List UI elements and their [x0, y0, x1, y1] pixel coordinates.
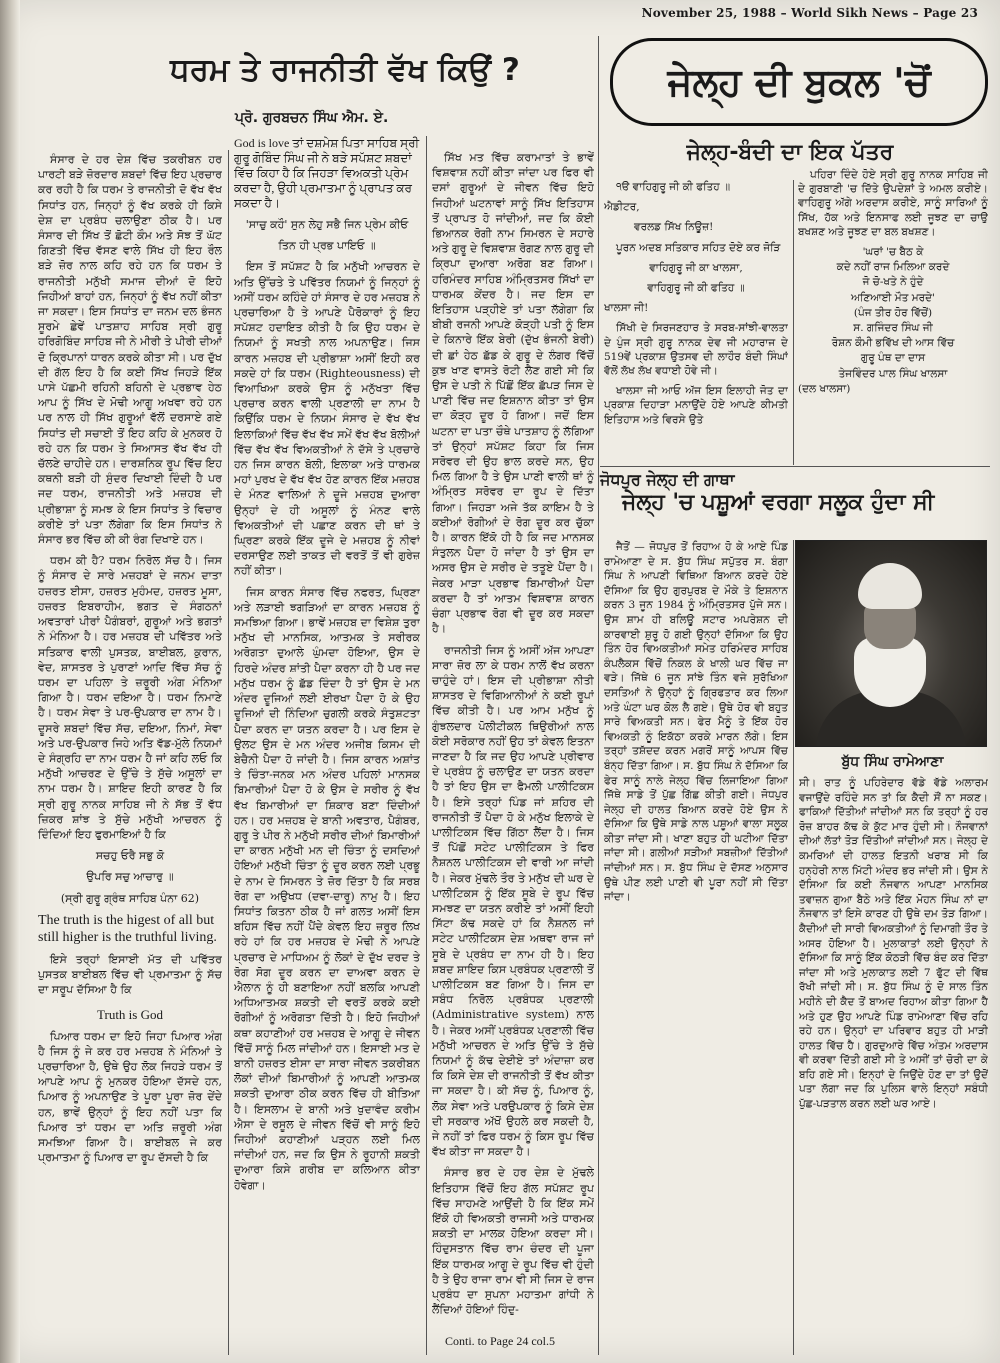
page-header: November 25, 1988 – World Sikh News – Page 23 — [641, 6, 978, 20]
article-paragraph: ਪਿਆਰ ਧਰਮ ਦਾ ਇਹੋ ਜਿਹਾ ਪਿਆਰ ਅੰਗ ਹੈ ਜਿਸ ਨੂੰ ਜੇ ਕਰ ਹਰ ਮਜ਼ਹਬ ਨੇ ਮੰਨਿਆਂ ਤੇ ਪ੍ਰਚਾਰਿਆ ਹੈ, ਉਥੇ ਉਹ ਲੋਕ ਜਿਹੜੇ ਧਰਮ ਤੋਂ ਆਪਣੇ ਆਪ ਨੂੰ ਮੁਨਕਰ ਹੋਇਆ ਦੱਸਦੇ ਹਨ, ਪਿਆਰ ਨੂੰ ਅਪਨਾਉਣ ਤੇ ਪੂਰਾ ਪੂਰਾ ਜ਼ੋਰ ਦੇਂਦੇ ਹਨ, ਭਾਵੇਂ ਉਨ੍ਹਾਂ ਨੂੰ ਇਹ ਨਹੀਂ ਪਤਾ ਕਿ ਪਿਆਰ ਤਾਂ ਧਰਮ ਦਾ ਅਤਿ ਜ਼ਰੂਰੀ ਅੰਗ ਸਮਝਿਆ ਗਿਆ ਹੈ। ਬਾਈਬਲ ਜੇ ਕਰ ਪ੍ਰਮਾਤਮਾ ਨੂੰ ਪਿਆਰ ਦਾ ਰੂਪ ਦੱਸਦੀ ਹੈ ਕਿ — [38, 1029, 222, 1165]
truth-is-god-quote: Truth is God — [97, 1007, 163, 1023]
english-quote: The truth is the higest of all but still higher is the truthful living. — [38, 912, 217, 945]
column-divider — [793, 180, 794, 465]
column-divider — [426, 136, 427, 1355]
poem-line: ਜੋ ਚੋ-ਖਤੇ ਨੇ ਹੁੰਦੇ — [862, 276, 924, 289]
letter-line: ਪੂਰਨ ਅਦਬ ਸਤਿਕਾਰ ਸਹਿਤ ਦੋਏ ਕਰ ਜੋੜਿ — [616, 241, 781, 254]
section-divider — [600, 466, 990, 467]
photo-caption: ਬੁੱਧ ਸਿੰਘ ਰਾਮੇਆਣਾ — [841, 754, 944, 770]
poem-line: ਅਣਿਆਈ ਮੌਤ ਮਰਦੇ' — [851, 291, 935, 304]
page-binding-shadow — [0, 0, 20, 1363]
column-divider — [793, 540, 794, 1355]
letter-column-1 — [604, 180, 788, 462]
article-paragraph: ਜਿਸ ਕਾਰਨ ਸੰਸਾਰ ਵਿੱਚ ਨਫਰਤ, ਘ੍ਰਿਣਾ ਅਤੇ ਲੜਾਈ ਝਗੜਿਆਂ ਦਾ ਕਾਰਨ ਮਜ਼ਹਬ ਨੂੰ ਸਮਝਿਆ ਗਿਆ। ਭਾਵੇਂ ਮਜ਼ਹਬ ਦਾ ਵਿਸ਼ੇਸ਼ ਤੁਰਾ ਮਨੁੱਖ ਦੀ ਮਾਨਸਿਕ, ਆਤਮਕ ਤੇ ਸਰੀਰਕ ਅਰੋਗਤਾ ਦੁਆਲੇ ਘੁੰਮਦਾ ਹੋਇਆ, ਉਸ ਦੇ ਹਿਰਦੇ ਅੰਦਰ ਸ਼ਾਂਤੀ ਪੈਦਾ ਕਰਨਾ ਹੀ ਹੈ ਪਰ ਜਦ ਮਨੁੱਖ ਧਰਮ ਨੂੰ ਛੱਡ ਦਿੰਦਾ ਹੈ ਤਾਂ ਉਸ ਦੇ ਮਨ ਅੰਦਰ ਦੂਜਿਆਂ ਲਈ ਈਰਖਾ ਪੈਦਾ ਹੋ ਕੇ ਉਹ ਦੂਜਿਆਂ ਦੀ ਨਿੰਦਿਆ ਚੁਗਲੀ ਕਰਕੇ ਸੰਤੁਸ਼ਟਤਾ ਪੈਦਾ ਕਰਨ ਦਾ ਯਤਨ ਕਰਦਾ ਹੈ। ਪਰ ਇਸ ਦੇ ਉਲਟ ਉਸ ਦੇ ਮਨ ਅੰਦਰ ਅਜੀਬ ਕਿਸਮ ਦੀ ਬੇਚੈਨੀ ਪੈਦਾ ਹੋ ਜਾਂਦੀ ਹੈ। ਜਿਸ ਕਾਰਨ ਅਸ਼ਾਂਤ ਤੇ ਚਿੰਤਾ-ਜਨਕ ਮਨ ਅੰਦਰ ਪਹਿਲਾਂ ਮਾਨਸਕ ਬਿਮਾਰੀਆਂ ਪੈਦਾ ਹੋ ਕੇ ਉਸ ਦੇ ਸਰੀਰ ਨੂੰ ਵੱਖ ਵੱਖ ਬਿਮਾਰੀਆਂ ਦਾ ਸ਼ਿਕਾਰ ਬਣਾ ਦਿੰਦੀਆਂ ਹਨ। ਹਰ ਮਜ਼ਹਬ ਦੇ ਬਾਨੀ ਅਵਤਾਰ, ਪੈਗੰਬਰ, ਗੁਰੂ ਤੇ ਪੀਰ ਨੇ ਮਨੁੱਖੀ ਸਰੀਰ ਦੀਆਂ ਬਿਮਾਰੀਆਂ ਦਾ ਕਾਰਨ ਮਨੁੱਖੀ ਮਨ ਦੀ ਚਿੰਤਾ ਨੂੰ ਦਸਦਿਆਂ ਹੋਇਆਂ ਮਨੁੱਖੀ ਚਿੰਤਾ ਨੂੰ ਦੂਰ ਕਰਨ ਲਈ ਪ੍ਰਭੂ ਦੇ ਨਾਮ ਦੇ ਸਿਮਰਨ ਤੇ ਜ਼ੋਰ ਦਿੱਤਾ ਹੈ ਕਿ ਸਰਬ ਰੋਗ ਦਾ ਅਉਖਧ (ਦਵਾ-ਦਾਰੂ) ਨਾਮੁ ਹੈ। ਇਹ ਸਿਧਾਂਤ ਕਿਤਨਾ ਠੀਕ ਹੈ ਜਾਂ ਗਲਤ ਅਸੀਂ ਇਸ ਬਹਿਸ ਵਿੱਚ ਨਹੀਂ ਪੈਂਦੇ ਕੇਵਲ ਇਹ ਜ਼ਰੂਰ ਲਿਖ ਰਹੇ ਹਾਂ ਕਿ ਹਰ ਮਜ਼ਹਬ ਦੇ ਮੋਢੀ ਨੇ ਆਪਣੇ ਪ੍ਰਚਾਰ ਦੇ ਮਾਧਿਅਮ ਨੂੰ ਲੋਕਾਂ ਦੇ ਦੁੱਖ ਦਰਦ ਤੇ ਰੋਗ ਸੋਗ ਦੂਰ ਕਰਨ ਦਾ ਦਾਅਵਾ ਕਰਨ ਦੇ ਐਲਾਨ ਨੂੰ ਹੀ ਬਣਾਇਆ ਨਹੀਂ ਬਲਕਿ ਆਪਣੀ ਅਧਿਆਤਮਕ ਸ਼ਕਤੀ ਦੀ ਵਰਤੋਂ ਕਰਕੇ ਕਈ ਰੋਗੀਆਂ ਨੂੰ ਅਰੋਗਤਾ ਦਿੱਤੀ ਹੈ। ਇਹੋ ਜਿਹੀਆਂ ਕਥਾ ਕਹਾਣੀਆਂ ਹਰ ਮਜ਼ਹਬ ਦੇ ਆਗੂ ਦੇ ਜੀਵਨ ਵਿੱਚੋਂ ਸਾਨੂੰ ਮਿਲ ਜਾਂਦੀਆਂ ਹਨ। ਇਸਾਈ ਮਤ ਦੇ ਬਾਨੀ ਹਜ਼ਰਤ ਈਸਾ ਦਾ ਸਾਰਾ ਜੀਵਨ ਤਕਰੀਬਨ ਲੋਕਾਂ ਦੀਆਂ ਬਿਮਾਰੀਆਂ ਨੂੰ ਆਪਣੀ ਆਤਮਕ ਸ਼ਕਤੀ ਦੁਆਰਾ ਠੀਕ ਕਰਨ ਵਿੱਚ ਹੀ ਬੀਤਿਆ ਹੈ। ਇਸਲਾਮ ਦੇ ਬਾਨੀ ਅਤੇ ਖੁਦਾਵੰਦ ਕਰੀਮ ਐਸਾ ਦੇ ਰਸੂਲ ਦੇ ਜੀਵਨ ਵਿੱਚੋਂ ਵੀ ਸਾਨੂੰ ਇਹੋ ਜਿਹੀਆਂ ਕਹਾਣੀਆਂ ਪੜ੍ਹਨ ਲਈ ਮਿਲ ਜਾਂਦੀਆਂ ਹਨ, ਜਦ ਕਿ ਉਸ ਨੇ ਰੂਹਾਨੀ ਸ਼ਕਤੀ ਦੁਆਰਾ ਕਿਸੇ ਗਰੀਬ ਦਾ ਕਲਿਆਨ ਕੀਤਾ ਹੋਵੇਗਾ। — [234, 585, 420, 1192]
poem-line: 'ਘਰਾਂ 'ਚ ਬੈਠ ਕੇ — [862, 246, 924, 259]
gurbani-quote-line: ਉਪਰਿ ਸਚੁ ਆਚਾਰੁ ॥ — [86, 870, 174, 884]
letter-line: ਵਾਹਿਗੁਰੂ ਜੀ ਕਾ ਖਾਲਸਾ, — [649, 261, 743, 274]
article-paragraph: ਇਸੇ ਤਰ੍ਹਾਂ ਇਸਾਈ ਮੱਤ ਦੀ ਪਵਿੱਤਰ ਪੁਸਤਕ ਬਾਈਬਲ ਵਿੱਚ ਵੀ ਪ੍ਰਮਾਤਮਾ ਨੂੰ ਸੱਚ ਦਾ ਸਰੂਪ ਦੱਸਿਆ ਹੈ ਕਿ — [38, 952, 222, 997]
article-column-3 — [432, 150, 594, 1330]
jodhpur-headline-line-2: ਜੇਲ੍ਹ 'ਚ ਪਸ਼ੂਆਂ ਵਰਗਾ ਸਲੂਕ ਹੁੰਦਾ ਸੀ — [622, 490, 935, 515]
column-divider — [598, 36, 599, 1355]
letter-line: ਵਰਲਡ ਸਿੱਖ ਨਿਊਜ਼! — [634, 221, 714, 234]
signature-line: ਰੋਸ਼ਨ ਕੌਮੀ ਭਵਿੱਖ ਦੀ ਆਸ ਵਿੱਚ — [831, 337, 955, 350]
jodhpur-column-2 — [799, 776, 988, 1355]
letter-paragraph: ਖਾਲਸਾ ਜੀ ਆਓ ਅੱਜ ਇਸ ਇਲਾਹੀ ਜੋਤ ਦਾ ਪ੍ਰਕਾਸ਼ ਦਿਹਾੜਾ ਮਨਾਉਂਦੇ ਹੋਏ ਆਪਣੇ ਕੀਮਤੀ ਇਤਿਹਾਸ ਅਤੇ ਵਿਰਸੇ ਉਤੇ — [604, 385, 788, 426]
article-paragraph: ਸੰਸਾਰ ਭਰ ਦੇ ਹਰ ਦੇਸ਼ ਦੇ ਮੁੱਢਲੇ ਇਤਿਹਾਸ ਵਿੱਚੋਂ ਇਹ ਗੱਲ ਸਪੱਸ਼ਟ ਰੂਪ ਵਿੱਚ ਸਾਹਮਣੇ ਆਉਂਦੀ ਹੈ ਕਿ ਇੱਕ ਸਮੇਂ ਇੱਕੋ ਹੀ ਵਿਅਕਤੀ ਰਾਜਸੀ ਅਤੇ ਧਾਰਮਕ ਸ਼ਕਤੀ ਦਾ ਮਾਲਕ ਹੋਇਆ ਕਰਦਾ ਸੀ। ਹਿੰਦੁਸਤਾਨ ਵਿੱਚ ਰਾਮ ਚੰਦਰ ਦੀ ਪੂਜਾ ਇੱਕ ਧਾਰਮਕ ਆਗੂ ਦੇ ਰੂਪ ਵਿੱਚ ਵੀ ਹੁੰਦੀ ਹੈ ਤੇ ਉਹ ਰਾਜਾ ਰਾਮ ਵੀ ਸੀ ਜਿਸ ਦੇ ਰਾਜ ਪ੍ਰਬੰਧ ਦਾ ਸੁਪਨਾ ਮਹਾਤਮਾ ਗਾਂਧੀ ਨੇ ਲੈਂਦਿਆਂ ਹੋਇਆਂ ਹਿੰਦੁ- — [432, 1166, 594, 1317]
jail-section-subtitle: ਜੇਲ੍ਹ-ਬੰਦੀ ਦਾ ਇਕ ਪੱਤਰ — [686, 140, 894, 165]
article-paragraph: ਸੰਸਾਰ ਦੇ ਹਰ ਦੇਸ਼ ਵਿੱਚ ਤਕਰੀਬਨ ਹਰ ਪਾਰਟੀ ਬੜੇ ਜ਼ੋਰਦਾਰ ਸ਼ਬਦਾਂ ਵਿੱਚ ਇਹ ਪ੍ਰਚਾਰ ਕਰ ਰਹੀ ਹੈ ਕਿ ਧਰਮ ਤੇ ਰਾਜਨੀਤੀ ਦੋ ਵੱਖ ਵੱਖ ਸਿਧਾਂਤ ਹਨ, ਜਿਨ੍ਹਾਂ ਨੂੰ ਵੱਖ ਕਰਕੇ ਹੀ ਕਿਸੇ ਦੇਸ਼ ਦਾ ਪ੍ਰਬੰਧ ਚਲਾਉਣਾ ਠੀਕ ਹੈ। ਪਰ ਸੰਸਾਰ ਦੀ ਸਿੱਖ ਤੋਂ ਛੋਟੀ ਕੌਮ ਅਤੇ ਸੋਝ ਤੋਂ ਘੱਟ ਗਿਣਤੀ ਵਿੱਚ ਵੱਸਣ ਵਾਲੇ ਸਿੱਖ ਹੀ ਇਹ ਰੌਲ ਬੜੇ ਜ਼ੋਰ ਨਾਲ ਕਹਿ ਰਹੇ ਹਨ ਕਿ ਧਰਮ ਤੇ ਰਾਜਨੀਤੀ ਮਨੁੱਖੀ ਸਮਾਜ ਦੀਆਂ ਦੋ ਇਹੋ ਜਿਹੀਆਂ ਬਾਹਾਂ ਹਨ, ਜਿਨ੍ਹਾਂ ਨੂੰ ਵੱਖ ਨਹੀਂ ਕੀਤਾ ਜਾ ਸਕਦਾ। ਇਸ ਸਿਧਾਂਤ ਦਾ ਜਨਮ ਦਲ ਭੰਜਨ ਸੂਰਮੇ ਛੇਵੇਂ ਪਾਤਸ਼ਾਹ ਸਾਹਿਬ ਸ੍ਰੀ ਗੁਰੂ ਹਰਿਗੋਬਿੰਦ ਸਾਹਿਬ ਜੀ ਨੇ ਮੀਰੀ ਤੇ ਪੀਰੀ ਦੀਆਂ ਦੋ ਕ੍ਰਿਪਾਨਾਂ ਧਾਰਨ ਕਰਕੇ ਕੀਤਾ ਸੀ। ਪਰ ਦੁੱਖ ਦੀ ਗੱਲ ਇਹ ਹੈ ਕਿ ਕਈ ਸਿੱਖ ਜਿਹੜੇ ਇੱਕ ਪਾਸੇ ਪੱਛਮੀ ਰਹਿਨੀ ਬਹਿਨੀ ਦੇ ਪ੍ਰਭਾਵ ਹੇਠ ਆਪ ਨੂੰ ਸਿੱਖ ਦੇ ਮੋਢੀ ਆਗੂ ਅਖਵਾ ਰਹੇ ਹਨ ਪਰ ਨਾਲ ਹੀ ਸਿੱਖ ਗੁਰੂਆਂ ਵੱਲੋਂ ਦਰਸਾਏ ਗਏ ਸਿਧਾਂਤ ਦੀ ਸਚਾਈ ਤੋਂ ਇਹ ਕਹਿ ਕੇ ਮੁਨਕਰ ਹੋ ਰਹੇ ਹਨ ਕਿ ਧਰਮ ਤੇ ਸਿਆਸਤ ਵੱਖ ਵੱਖ ਹੀ ਚੱਲਣੇ ਚਾਹੀਦੇ ਹਨ। ਦਾਰਸ਼ਨਿਕ ਰੂਪ ਵਿੱਚ ਇਹ ਕਥਨੀ ਬੜੀ ਹੀ ਸੁੰਦਰ ਦਿਖਾਈ ਦਿੰਦੀ ਹੈ ਪਰ ਜਦ ਧਰਮ, ਰਾਜਨੀਤੀ ਅਤੇ ਮਜ਼ਹਬ ਦੀ ਪ੍ਰੀਭਾਸ਼ਾ ਨੂੰ ਸਮਝ ਕੇ ਇਸ ਸਿਧਾਂਤ ਤੇ ਵਿਚਾਰ ਕਰੀਏ ਤਾਂ ਪਤਾ ਲੱਗੇਗਾ ਕਿ ਇਸ ਸਿਧਾਂਤ ਨੇ ਸੰਸਾਰ ਭਰ ਵਿੱਚ ਕੀ ਕੀ ਰੰਗ ਦਿਖਾਏ ਹਨ। — [38, 153, 222, 547]
continued-note: Conti. to Page 24 col.5 — [445, 1334, 555, 1348]
jodhpur-paragraph: ਜੈਤੋਂ — ਜੋਧਪੁਰ ਤੋਂ ਰਿਹਾਅ ਹੋ ਕੇ ਆਏ ਪਿੰਡ ਰਾਮੇਆਣਾ ਦੇ ਸ. ਬੁੱਧ ਸਿੰਘ ਸਪੁੱਤਰ ਸ. ਬੰਗਾ ਸਿੰਘ ਨੇ ਆਪਣੀ ਵਿਥਿਆ ਬਿਆਨ ਕਰਦੇ ਹੋਏ ਦੱਸਿਆ ਕਿ ਉਹ ਗੁਰਪੁਰਬ ਦੇ ਮੌਕੇ ਤੇ ਇਸ਼ਨਾਨ ਕਰਨ 3 ਜੂਨ 1984 ਨੂੰ ਅੰਮ੍ਰਿਤਸਰ ਪੁੱਜੇ ਸਨ। ਉਸ ਸ਼ਾਮ ਹੀ ਬਲਿਊ ਸਟਾਰ ਅਪਰੇਸ਼ਨ ਦੀ ਕਾਰਵਾਈ ਸ਼ੁਰੂ ਹੋ ਗਈ ਉਨ੍ਹਾਂ ਦੱਸਿਆ ਕਿ ਉਹ ਤਿੰਨ ਹੋਰ ਵਿਅਕਤੀਆਂ ਸਮੇਤ ਹਰਿਮੰਦਰ ਸਾਹਿਬ ਕੰਪਲੈਕਸ ਵਿੱਚੋਂ ਨਿਕਲ ਕੇ ਖਾਲੀ ਘਰ ਵਿੱਚ ਜਾ ਵੜੇ। ਜਿੱਥੇ 6 ਜੂਨ ਸਾਂਝੇ ਤਿੰਨ ਵਜੇ ਸੁਰੱਖਿਆ ਦਸਤਿਆਂ ਨੇ ਉਨ੍ਹਾਂ ਨੂੰ ਗ੍ਰਿਫਤਾਰ ਕਰ ਲਿਆ ਅਤੇ ਘੰਟਾ ਘਰ ਕੋਲ ਲੈ ਗਏ। ਉਥੇ ਹੋਰ ਵੀ ਬਹੁਤ ਸਾਰੇ ਵਿਅਕਤੀ ਸਨ। ਫੇਰ ਮੈਨੂੰ ਤੇ ਇੱਕ ਹੋਰ ਵਿਅਕਤੀ ਨੂੰ ਇਕੱਠਾ ਕਰਕੇ ਮਾਰਨ ਲੱਗੇ। ਇਸ ਤਰ੍ਹਾਂ ਤਸ਼ੱਦਦ ਕਰਨ ਮਗਰੋਂ ਸਾਨੂੰ ਆਪਸ ਵਿੱਚ ਬੰਨ੍ਹ ਦਿੱਤਾ ਗਿਆ। ਸ. ਬੁੱਧ ਸਿੰਘ ਨੇ ਦੱਸਿਆ ਕਿ ਫੇਰ ਸਾਨੂੰ ਨਾਲੇ ਜੇਲ੍ਹ ਵਿੱਚ ਲਿਜਾਇਆ ਗਿਆ ਜਿੱਥੇ ਸਾਡੇ ਤੋਂ ਪੁੱਛ ਗਿੱਛ ਕੀਤੀ ਗਈ। ਜੋਧਪੁਰ ਜੇਲ੍ਹ ਦੀ ਹਾਲਤ ਬਿਆਨ ਕਰਦੇ ਹੋਏ ਉਸ ਨੇ ਦੱਸਿਆ ਕਿ ਉਥੇ ਸਾਡੇ ਨਾਲ ਪਸ਼ੂਆਂ ਵਾਲਾ ਸਲੂਕ ਕੀਤਾ ਜਾਂਦਾ ਸੀ। ਖਾਣਾ ਬਹੁਤ ਹੀ ਘਟੀਆ ਦਿੱਤਾ ਜਾਂਦਾ ਸੀ। ਗਲੀਆਂ ਸੜੀਆਂ ਸਬਜ਼ੀਆਂ ਦਿੱਤੀਆਂ ਜਾਂਦੀਆਂ ਸਨ। ਸ. ਬੁੱਧ ਸਿੰਘ ਦੇ ਦੱਸਣ ਅਨੁਸਾਰ ਉਥੇ ਪੀਣ ਲਈ ਪਾਣੀ ਵੀ ਪੂਰਾ ਨਹੀਂ ਸੀ ਦਿੱਤਾ ਜਾਂਦਾ। — [604, 541, 788, 904]
article-paragraph-english-lead: God is love ਤਾਂ ਦਸ਼ਮੇਸ਼ ਪਿਤਾ ਸਾਹਿਬ ਸ੍ਰੀ ਗੁਰੂ ਗੋਬਿੰਦ ਸਿੰਘ ਜੀ ਨੇ ਬੜੇ ਸਪੱਸ਼ਟ ਸ਼ਬਦਾਂ ਵਿੱਚ ਕਿਹਾ ਹੈ ਕਿ ਜਿਹੜਾ ਵਿਅਕਤੀ ਪ੍ਰੇਮ ਕਰਦਾ ਹੈ, ਉਹੀ ਪ੍ਰਮਾਤਮਾ ਨੂੰ ਪ੍ਰਾਪਤ ਕਰ ਸਕਦਾ ਹੈ। — [234, 136, 420, 210]
signature-name: ਤੇਜਵਿੰਦਰ ਪਾਲ ਸਿੰਘ ਖਾਲਸਾ — [838, 367, 948, 380]
gurbani-quote-line: 'ਸਾਚੁ ਕਹੌ' ਸੁਨ ਲੇਹੁ ਸਭੈ ਜਿਨ ਪ੍ਰੇਮ ਕੀਓ — [245, 218, 409, 231]
article-paragraph: ਧਰਮ ਕੀ ਹੈ? ਧਰਮ ਨਿਰੋਲ ਸੱਚ ਹੈ। ਜਿਸ ਨੂੰ ਸੰਸਾਰ ਦੇ ਸਾਰੇ ਮਜ਼ਹਬਾਂ ਦੇ ਜਨਮ ਦਾਤਾ ਹਜ਼ਰਤ ਈਸਾ, ਹਜ਼ਰਤ ਮੁਹੰਮਦ, ਹਜ਼ਰਤ ਮੂਸਾ, ਹਜ਼ਰਤ ਇਬਰਾਹੀਮ, ਭਗਤ ਦੇ ਸੰਗਠਨਾਂ ਅਵਤਾਰਾਂ ਪੀਰਾਂ ਪੈਗੰਬਰਾਂ, ਗੁਰੂਆਂ ਅਤੇ ਭਗਤਾਂ ਨੇ ਮੰਨਿਆ ਹੈ। ਹਰ ਮਜ਼ਹਬ ਦੀ ਪਵਿੱਤਰ ਅਤੇ ਸਤਿਕਾਰ ਵਾਲੀ ਪੁਸਤਕ, ਬਾਈਬਲ, ਕੁਰਾਨ, ਵੇਦ, ਸ਼ਾਸਤਰ ਤੇ ਪੁਰਾਣਾਂ ਆਦਿ ਵਿੱਚ ਸੱਚ ਨੂੰ ਧਰਮ ਦਾ ਪਹਿਲਾ ਤੇ ਜ਼ਰੂਰੀ ਅੰਗ ਮੰਨਿਆ ਗਿਆ ਹੈ। ਧਰਮ ਦਇਆ ਹੈ। ਧਰਮ ਨਿਮਾਣੇ ਹੈ। ਧਰਮ ਸੇਵਾ ਤੇ ਪਰ-ਉਪਕਾਰ ਦਾ ਨਾਮ ਹੈ। ਦੂਸਰੇ ਸ਼ਬਦਾਂ ਵਿੱਚ ਸੱਚ, ਦਇਆ, ਨਿਮਾਂ, ਸੇਵਾ ਅਤੇ ਪਰ-ਉਪਕਾਰ ਜਿਹੇ ਅਤਿ ਵੱਡ-ਮੁੱਲੇ ਨਿਯਮਾਂ ਦੇ ਸੰਗ੍ਰਹਿ ਦਾ ਨਾਮ ਧਰਮ ਹੈ ਜਾਂ ਕਹਿ ਲਓ ਕਿ ਮਨੁੱਖੀ ਆਚਰਣ ਦੇ ਉੱਚੇ ਤੇ ਸੁੱਚੇ ਅਸੂਲਾਂ ਦਾ ਨਾਮ ਧਰਮ ਹੈ। ਸ਼ਾਇਦ ਇਹੀ ਕਾਰਣ ਹੈ ਕਿ ਸ੍ਰੀ ਗੁਰੂ ਨਾਨਕ ਸਾਹਿਬ ਜੀ ਨੇ ਸੱਭ ਤੋਂ ਵੱਧ ਜ਼ਿਕਰ ਸ਼ਾਂਝ ਤੇ ਸੁੱਚੇ ਮਨੁੱਖੀ ਆਚਰਨ ਨੂੰ ਦਿੰਦਿਆਂ ਇਹ ਫੁਰਮਾਇਆਂ ਹੈ ਕਿ — [38, 554, 222, 841]
letter-line: ਐਡੀਟਰ, — [604, 201, 640, 214]
letter-line: ਵਾਹਿਗੁਰੂ ਜੀ ਕੀ ਫਤਿਹ ॥ — [647, 282, 745, 295]
jail-section-title: ਜੇਲ੍ਹ ਦੀ ਬੁਕਲ 'ਚੋਂ — [610, 38, 988, 126]
article-paragraph: ਰਾਜਨੀਤੀ ਜਿਸ ਨੂੰ ਅਸੀਂ ਅੱਜ ਆਪਣਾ ਸਾਰਾ ਜ਼ੋਰ ਲਾ ਕੇ ਧਰਮ ਨਾਲੋਂ ਵੱਖ ਕਰਨਾ ਚਾਹੁੰਦੇ ਹਾਂ। ਇਸ ਦੀ ਪ੍ਰੀਭਾਸ਼ਾ ਨੀਤੀ ਸ਼ਾਸਤਰ ਦੇ ਵਿਗਿਆਨੀਆਂ ਨੇ ਕਈ ਰੂਪਾਂ ਵਿੱਚ ਕੀਤੀ ਹੈ। ਪਰ ਆਮ ਮਨੁੱਖ ਨੂੰ ਗੁੰਝਲਦਾਰ ਪੋਲੀਟੀਕਲ ਥਿਉਰੀਆਂ ਨਾਲ ਕੋਈ ਸਰੋਕਾਰ ਨਹੀਂ ਉਹ ਤਾਂ ਕੇਵਲ ਇਤਨਾ ਜਾਣਦਾ ਹੈ ਕਿ ਜਦ ਉਹ ਆਪਣੇ ਪ੍ਰੀਵਾਰ ਦੇ ਪ੍ਰਬੰਧ ਨੂੰ ਚਲਾਉਣ ਦਾ ਯਤਨ ਕਰਦਾ ਹੈ ਤਾਂ ਇਹ ਉਸ ਦਾ ਫੈਮਲੀ ਪਾਲੀਟਿਕਸ ਹੈ। ਇਸੇ ਤਰ੍ਹਾਂ ਪਿੰਡ ਜਾਂ ਸ਼ਹਿਰ ਦੀ ਰਾਜਨੀਤੀ ਤੋਂ ਪੈਦਾ ਹੋ ਕੇ ਮਨੁੱਖ ਇਲਾਕੇ ਦੇ ਪਾਲੀਟਿਕਸ ਵਿੱਚ ਗਿੱਠਾ ਲੈਂਦਾ ਹੈ। ਜਿਸ ਤੋਂ ਪਿੱਛੋਂ ਸਟੇਟ ਪਾਲੀਟਿਕਸ ਤੇ ਫਿਰ ਨੈਸ਼ਨਲ ਪਾਲੀਟਿਕਸ ਦੀ ਵਾਰੀ ਆ ਜਾਂਦੀ ਹੈ। ਜੇਕਰ ਮੁੱਢਲੇ ਤੌਰ ਤੇ ਮਨੁੱਖ ਦੀ ਘਰ ਦੇ ਪਾਲੀਟਿਕਸ ਨੂੰ ਇੱਕ ਸੂਬੇ ਦੇ ਰੂਪ ਵਿੱਚ ਸਮਝਣ ਦਾ ਯਤਨ ਕਰੀਏ ਤਾਂ ਅਸੀਂ ਇਹੀ ਸਿੱਟਾ ਕੱਢ ਸਕਦੇ ਹਾਂ ਕਿ ਨੈਸ਼ਨਲ ਜਾਂ ਸਟੇਟ ਪਾਲੀਟਿਕਸ ਦੇਸ਼ ਅਥਵਾ ਰਾਜ ਜਾਂ ਸੂਬੇ ਦੇ ਪ੍ਰਬੰਧ ਦਾ ਨਾਮ ਹੀ ਹੈ। ਇਹ ਸ਼ਬਦ ਸ਼ਾਇਦ ਕਿਸ ਪ੍ਰਬੰਧਕ ਪ੍ਰਣਾਲੀ ਤੋਂ ਪਾਲੀਟਿਕਸ ਬਣ ਗਿਆ ਹੈ। ਜਿਸ ਦਾ ਸਬੰਧ ਨਿਰੋਲ ਪ੍ਰਬੰਧਕ ਪ੍ਰਣਾਲੀ (Administrative system) ਨਾਲ ਹੈ। ਜੇਕਰ ਅਸੀਂ ਪ੍ਰਬੰਧਕ ਪ੍ਰਣਾਲੀ ਵਿੱਚ ਮਨੁੱਖੀ ਆਚਰਨ ਦੇ ਅਤਿ ਉੱਚੇ ਤੇ ਸੁੱਚੇ ਨਿਯਮਾਂ ਨੂੰ ਕੱਢ ਦੇਈਏ ਤਾਂ ਅੰਦਾਜ਼ਾ ਕਰ ਕਿ ਕਿਸੇ ਦੇਸ਼ ਦੀ ਰਾਜਨੀਤੀ ਤੋਂ ਵੱਖ ਕੀਤਾ ਜਾ ਸਕਦਾ ਹੈ। ਕੀ ਸੱਚ ਨੂੰ, ਪਿਆਰ ਨੂੰ, ਲੋਕ ਸੇਵਾ ਅਤੇ ਪਰਉਪਕਾਰ ਨੂੰ ਕਿਸੇ ਦੇਸ਼ ਦੀ ਸਰਕਾਰ ਅੱਖੋਂ ਉਹਲੇ ਕਰ ਸਕਦੀ ਹੈ, ਜੇ ਨਹੀਂ ਤਾਂ ਫਿਰ ਧਰਮ ਨੂੰ ਕਿਸ ਰੂਪ ਵਿੱਚ ਵੱਖ ਕੀਤਾ ਜਾ ਸਕਦਾ ਹੈ। — [432, 643, 594, 1159]
column-divider — [228, 150, 229, 1355]
article-paragraph: ਇਸ ਤੋਂ ਸਪੱਸ਼ਟ ਹੈ ਕਿ ਮਨੁੱਖੀ ਆਚਰਨ ਦੇ ਅਤਿ ਉੱਚਤੇ ਤੇ ਪਵਿੱਤਰ ਨਿਯਮਾਂ ਨੂੰ ਜਿਨ੍ਹਾਂ ਨੂੰ ਅਸੀਂ ਧਰਮ ਕਹਿੰਦੇ ਹਾਂ ਸੰਸਾਰ ਦੇ ਹਰ ਮਜ਼ਹਬ ਨੇ ਪ੍ਰਚਾਰਿਆ ਹੈ ਤੇ ਆਪਣੇ ਪੈਰੋਕਾਰਾਂ ਨੂੰ ਇਹ ਸਪੱਸ਼ਟ ਹਦਾਇਤ ਕੀਤੀ ਹੈ ਕਿ ਉਹ ਧਰਮ ਦੇ ਨਿਯਮਾਂ ਨੂੰ ਸਖਤੀ ਨਾਲ ਅਪਨਾਉਣ। ਜਿਸ ਕਾਰਨ ਮਜ਼ਹਬ ਦੀ ਪ੍ਰੀਭਾਸ਼ਾ ਅਸੀਂ ਇਹੀ ਕਰ ਸਕਦੇ ਹਾਂ ਕਿ ਧਰਮ (Righteousness) ਦੀ ਵਿਆਖਿਆ ਕਰਕੇ ਉਸ ਨੂੰ ਮਨੁੱਖਤਾ ਵਿੱਚ ਪ੍ਰਚਾਰ ਕਰਨ ਵਾਲੀ ਪ੍ਰਣਾਲੀ ਦਾ ਨਾਮ ਹੈ ਕਿਉਂਕਿ ਧਰਮ ਦੇ ਨਿਯਮ ਸੰਸਾਰ ਦੇ ਵੱਖ ਵੱਖ ਇਲਾਕਿਆਂ ਵਿੱਚ ਵੱਖ ਵੱਖ ਸਮੇਂ ਵੱਖ ਵੱਖ ਬੋਲੀਆਂ ਵਿੱਚ ਵੱਖ ਵੱਖ ਵਿਅਕਤੀਆਂ ਨੇ ਦੱਸੇ ਤੇ ਪ੍ਰਚਾਰੇ ਹਨ ਜਿਸ ਕਾਰਨ ਬੋਲੀ, ਇਲਾਕਾ ਅਤੇ ਧਾਰਮਕ ਮਹਾਂ ਪੁਰਖ ਦੇ ਵੱਖ ਵੱਖ ਹੋਣ ਕਾਰਨ ਇੱਕ ਮਜ਼ਹਬ ਦੇ ਮੰਨਣ ਵਾਲਿਆਂ ਨੇ ਦੂਜੇ ਮਜ਼ਹਬ ਦੁਆਰਾ ਉਨ੍ਹਾਂ ਦੇ ਹੀ ਅਸੂਲਾਂ ਨੂੰ ਮੰਨਣ ਵਾਲੇ ਵਿਅਕਤੀਆਂ ਦੀ ਪਛਾਣ ਕਰਨ ਦੀ ਥਾਂ ਤੇ ਘ੍ਰਿਣਾ ਕਰਕੇ ਇੱਕ ਦੂਜੇ ਦੇ ਮਜ਼ਹਬ ਨੂੰ ਨੀਵਾਂ ਦਰਸਾਉਣ ਲਈ ਤਾਕਤ ਦੀ ਵਰਤੋਂ ਤੋਂ ਵੀ ਗੁਰੇਜ਼ ਨਹੀਂ ਕੀਤਾ। — [234, 260, 420, 578]
article-paragraph: ਸਿੱਖ ਮਤ ਵਿੱਚ ਕਰਾਮਾਤਾਂ ਤੇ ਭਾਵੇਂ ਵਿਸ਼ਵਾਸ਼ ਨਹੀਂ ਕੀਤਾ ਜਾਂਦਾ ਪਰ ਫਿਰ ਵੀ ਦਸਾਂ ਗੁਰੂਆਂ ਦੇ ਜੀਵਨ ਵਿੱਚ ਇਹੋ ਜਿਹੀਆਂ ਘਟਨਾਵਾਂ ਸਾਨੂੰ ਸਿੱਖ ਇਤਿਹਾਸ ਤੋਂ ਪ੍ਰਾਪਤ ਹੋ ਜਾਂਦੀਆਂ, ਜਦ ਕਿ ਕੋਈ ਭਿਆਨਕ ਰੋਗੀ ਨਾਮ ਸਿਮਰਨ ਦੇ ਸਹਾਰੇ ਅਤੇ ਗੁਰੂ ਦੇ ਵਿਸ਼ਵਾਸ਼ ਰੋਗਣ ਨਾਲ ਗੁਰੂ ਦੀ ਕ੍ਰਿਪਾ ਦੁਆਰਾ ਅਰੋਗ ਬਣ ਗਿਆ। ਹਰਿਮੰਦਰ ਸਾਹਿਬ ਅੰਮ੍ਰਿਤਸਰ ਸਿੱਖਾਂ ਦਾ ਧਾਰਮਕ ਕੇਂਦਰ ਹੈ। ਜਦ ਇਸ ਦਾ ਇਤਿਹਾਸ ਪੜ੍ਹੀਏ ਤਾਂ ਪਤਾ ਲੱਗੇਗਾ ਕਿ ਬੀਬੀ ਰਜਨੀ ਆਪਣੇ ਕੋੜ੍ਹੀ ਪਤੀ ਨੂੰ ਇਸ ਦੇ ਕਿਨਾਰੇ ਇੱਕ ਬੇਰੀ (ਦੁੱਖ ਭੰਜਨੀ ਬੇਰੀ) ਦੀ ਛਾਂ ਹੇਠ ਛੱਡ ਕੇ ਗੁਰੂ ਦੇ ਲੰਗਰ ਵਿੱਚੋਂ ਕੁਝ ਖਾਣ ਵਾਸਤੇ ਰੋਟੀ ਲੈਣ ਗਈ ਸੀ ਕਿ ਉਸ ਦੇ ਪਤੀ ਨੇ ਪਿੱਛੋਂ ਇੱਕ ਛੱਪੜ ਜਿਸ ਦੇ ਪਾਣੀ ਵਿੱਚ ਜਦ ਇਸ਼ਨਾਨ ਕੀਤਾ ਤਾਂ ਉਸ ਦਾ ਕੋੜ੍ਹ ਦੂਰ ਹੋ ਗਿਆ। ਜਦੋਂ ਇਸ ਘਟਨਾ ਦਾ ਪਤਾ ਚੌਥੇ ਪਾਤਸ਼ਾਹ ਨੂੰ ਲੱਗਿਆ ਤਾਂ ਉਨ੍ਹਾਂ ਸਪੱਸ਼ਟ ਕਿਹਾ ਕਿ ਜਿਸ ਸਰੋਵਰ ਦੀ ਉਹ ਭਾਲ ਕਰਦੇ ਸਨ, ਉਹ ਮਿਲ ਗਿਆ ਹੈ ਤੇ ਉਸ ਪਾਣੀ ਵਾਲੀ ਥਾਂ ਨੂੰ ਅੰਮ੍ਰਿਤ ਸਰੋਵਰ ਦਾ ਰੂਪ ਦੇ ਦਿੱਤਾ ਗਿਆ। ਜਿਹੜਾ ਅਜੇ ਤੱਕ ਕਾਇਮ ਹੈ ਤੇ ਕਈਆਂ ਰੋਗੀਆਂ ਦੇ ਰੋਗ ਦੂਰ ਕਰ ਚੁੱਕਾ ਹੈ। ਕਾਰਨ ਇੱਕੋ ਹੀ ਹੈ ਕਿ ਜਦ ਮਾਨਸਕ ਸੰਤੁਲਨ ਪੈਦਾ ਹੋ ਜਾਂਦਾ ਹੈ ਤਾਂ ਉਸ ਦਾ ਅਸਰ ਉਸ ਦੇ ਸਰੀਰ ਦੇ ਤਤੂਏ ਪੈਂਦਾ ਹੈ। ਜੇਕਰ ਮਾੜਾ ਪ੍ਰਭਾਵ ਬਿਮਾਰੀਆਂ ਪੈਦਾ ਕਰਦਾ ਹੈ ਤਾਂ ਆਤਮ ਵਿਸ਼ਵਾਸ਼ ਕਾਰਨ ਚੰਗਾ ਪ੍ਰਭਾਵ ਰੋਗ ਵੀ ਦੂਰ ਕਰ ਸਕਦਾ ਹੈ। — [432, 151, 594, 636]
jodhpur-headline-line-1: ਜੋਧਪੁਰ ਜੇਲ੍ਹ ਦੀ ਗਾਥਾ — [600, 470, 735, 489]
gurbani-quote-source: (ਸ੍ਰੀ ਗੁਰੂ ਗ੍ਰੰਥ ਸਾਹਿਬ ਪੰਨਾ 62) — [60, 891, 200, 905]
jodhpur-column-1 — [604, 540, 788, 1355]
signature-line: ਗੁਰੂ ਪੰਥ ਦਾ ਦਾਸ — [860, 352, 926, 365]
photo-face-shape — [864, 603, 916, 649]
poem-line: ਕਦੇ ਨਹੀਂ ਰਾਜ ਮਿਲਿਆ ਕਰਦੇ — [836, 261, 950, 274]
letter-paragraph: ਪਹਿਰਾ ਦਿੰਦੇ ਹੋਏ ਸ੍ਰੀ ਗੁਰੂ ਨਾਨਕ ਸਾਹਿਬ ਜੀ ਦੇ ਗੁਰਬਾਣੀ 'ਚ ਦਿੱਤੇ ਉਪਦੇਸ਼ਾਂ ਤੇ ਅਮਲ ਕਰੀਏ। ਵਾਹਿਗੁਰੂ ਅੱਗੇ ਅਰਦਾਸ ਕਰੀਏ, ਸਾਨੂੰ ਸਾਰਿਆਂ ਨੂੰ ਸਿੱਖ, ਹੱਕ ਅਤੇ ਇਨਸਾਫ ਲਈ ਜੂਝਣ ਦਾ ਚਾਉ ਬਖਸ਼ਣ ਅਤੇ ਜੂਝਣ ਦਾ ਬਲ ਬਖਸ਼ਣ। — [798, 169, 988, 238]
portrait-photo — [795, 540, 987, 747]
jodhpur-paragraph: ਸੀ। ਰਾਤ ਨੂੰ ਪਹਿਰੇਦਾਰ ਵੱਡੇ ਵੱਡੇ ਅਲਾਰਮ ਵਜਾਉਂਦੇ ਰਹਿੰਦੇ ਸਨ ਤਾਂ ਕਿ ਕੈਦੀ ਸੌਂ ਨਾ ਸਕਣ। ਫਾਕਿਆਂ ਦਿੱਤੀਆਂ ਜਾਂਦੀਆਂ ਸਨ ਕਿ ਤਰ੍ਹਾਂ ਨੂੰ ਹਰ ਰੋਜ਼ ਬਾਹਰ ਕੱਢ ਕੇ ਕੁੱਟ ਮਾਰ ਹੁੰਦੀ ਸੀ। ਨੌਜਵਾਨਾਂ ਦੀਆਂ ਲੱਤਾਂ ਤੋੜ ਦਿੱਤੀਆਂ ਜਾਂਦੀਆਂ ਸਨ। ਜੇਲ੍ਹ ਦੇ ਕਮਰਿਆਂ ਦੀ ਹਾਲਤ ਇਤਨੀ ਖਰਾਬ ਸੀ ਕਿ ਹਨ੍ਹੇਰੀ ਨਾਲ ਮਿੱਟੀ ਅੰਦਰ ਭਰ ਜਾਂਦੀ ਸੀ। ਉਸ ਨੇ ਦੱਸਿਆ ਕਿ ਕਈ ਨੌਜਵਾਨ ਆਪਣਾ ਮਾਨਸਿਕ ਤਵਾਜ਼ਨ ਗੁਆ ਬੈਠੇ ਅਤੇ ਇੱਕ ਮੋਹਨ ਸਿੰਘ ਨਾਂ ਦਾ ਨੌਜਵਾਨ ਤਾਂ ਇਸੇ ਕਾਰਣ ਹੀ ਉਥੇ ਦਮ ਤੋੜ ਗਿਆ। ਕੈਦੀਆਂ ਦੀ ਸਾਰੀ ਵਿਅਕਤੀਆਂ ਨੂੰ ਦਿਮਾਗੀ ਤੌਰ ਤੇ ਅਸਰ ਹੋਇਆ ਹੈ। ਮੁਲਾਕਾਤਾਂ ਲਈ ਉਨ੍ਹਾਂ ਨੇ ਦੱਸਿਆ ਕਿ ਸਾਨੂੰ ਇੱਕ ਕੋਠੜੀ ਵਿੱਚ ਬੰਦ ਕਰ ਦਿੱਤਾ ਜਾਂਦਾ ਸੀ ਅਤੇ ਮੁਲਾਕਾਤ ਲਈ 7 ਫੁੱਟ ਦੀ ਵਿੱਥ ਰੱਖੀ ਜਾਂਦੀ ਸੀ। ਸ. ਬੁੱਧ ਸਿੰਘ ਨੂੰ ਦੋ ਸਾਲ ਤਿੰਨ ਮਹੀਨੇ ਦੀ ਕੈਦ ਤੋਂ ਬਾਅਦ ਰਿਹਾਅ ਕੀਤਾ ਗਿਆ ਹੈ ਅਤੇ ਹੁਣ ਉਹ ਆਪਣੇ ਪਿੰਡ ਰਾਮੇਆਣਾ ਵਿੱਚ ਰਹਿ ਰਹੇ ਹਨ। ਉਨ੍ਹਾਂ ਦਾ ਪਰਿਵਾਰ ਬਹੁਤ ਹੀ ਮਾੜੀ ਹਾਲਤ ਵਿੱਚ ਹੈ। ਗੁਰਦੁਆਰੇ ਵਿੱਚ ਅੰਤਮ ਅਰਦਾਸ ਵੀ ਕਰਵਾ ਦਿੱਤੀ ਗਈ ਸੀ ਤੇ ਅਸੀਂ ਤਾਂ ਚੋਰੀ ਦਾ ਕੇ ਬਹਿ ਗਏ ਸੀ। ਇਨ੍ਹਾਂ ਦੇ ਜਿਉਂਦੇ ਹੋਣ ਦਾ ਤਾਂ ਉਦੋਂ ਪਤਾ ਲੱਗਾ ਜਦ ਕਿ ਪੁਲਿਸ ਵਾਲੇ ਇਨ੍ਹਾਂ ਸਬੰਧੀ ਪੁੱਛ-ਪੜਤਾਲ ਕਰਨ ਲਈ ਘਰ ਆਏ। — [799, 777, 988, 1111]
jodhpur-headline — [600, 470, 990, 516]
gurbani-quote-line: ਤਿਨ ਹੀ ਪ੍ਰਭ ਪਾਇਓ ॥ — [278, 239, 376, 253]
gurbani-quote-line: ਸਚਹੁ ਓਰੈ ਸਭੁ ਕੋ — [95, 849, 165, 863]
article-title: ਧਰਮ ਤੇ ਰਾਜਨੀਤੀ ਵੱਖ ਕਿਉਂ ? — [170, 52, 520, 88]
article-byline: ਪ੍ਰੋ. ਗੁਰਬਚਨ ਸਿੰਘ ਐਮ. ਏ. — [235, 110, 389, 126]
signature-org: (ਦਲ ਖਾਲਸਾ) — [798, 382, 851, 395]
poem-source: (ਪੰਜ ਤੀਰ ਹੋਰ ਵਿੱਚੋਂ) — [853, 306, 933, 319]
letter-line: ਖਾਲਸਾ ਜੀ! — [604, 302, 649, 315]
photo-turban-shape — [858, 563, 922, 609]
letter-line: ੧ੳ ਵਾਹਿਗੁਰੂ ਜੀ ਕੀ ਫਤਿਹ ॥ — [616, 181, 731, 193]
article-column-2 — [234, 136, 420, 1351]
signature-line: ਸ. ਗਜਿੰਦਰ ਸਿੰਘ ਜੀ — [853, 322, 933, 335]
letter-paragraph: ਸਿੱਖੀ ਦੇ ਸਿਰਜਣਹਾਰ ਤੇ ਸਰਬ-ਸਾਂਝੀ-ਵਾਲਤਾ ਦੇ ਪੁੰਜ ਸ੍ਰੀ ਗੁਰੂ ਨਾਨਕ ਦੇਵ ਜੀ ਮਹਾਰਾਜ ਦੇ 519ਵੇਂ ਪ੍ਰਕਾਸ਼ ਉਤਸਵ ਦੀ ਲਾਹੌਰ ਬੰਦੀ ਸਿੰਘਾਂ ਵੱਲੋਂ ਲੱਖ ਲੱਖ ਵਧਾਈ ਹੋਵੇ ਜੀ। — [604, 322, 788, 378]
article-column-1 — [38, 152, 222, 1352]
